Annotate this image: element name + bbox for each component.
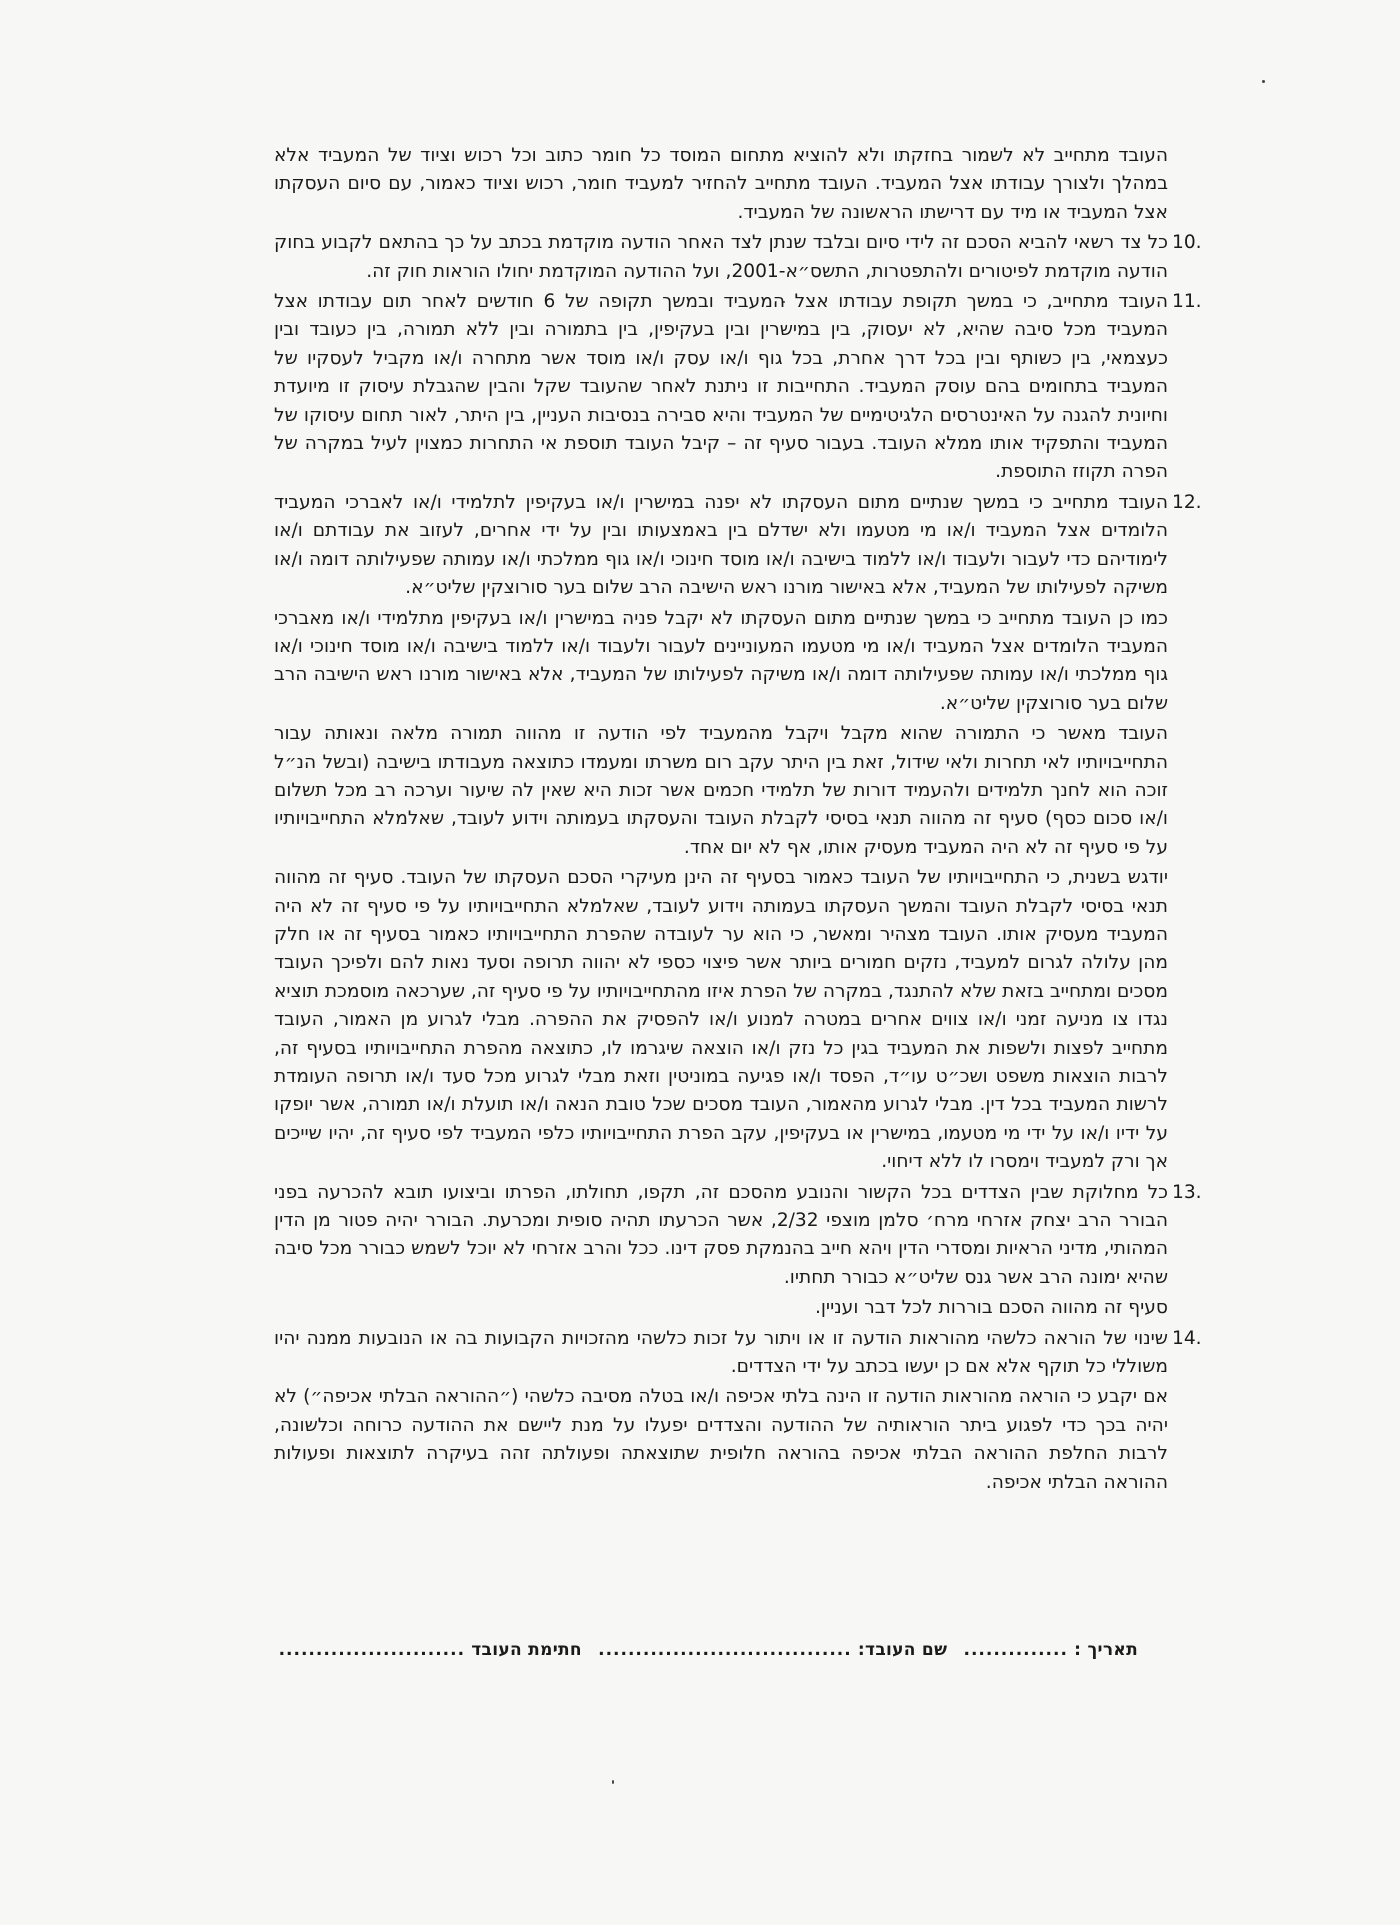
clause-paragraph: כמו כן העובד מתחייב כי במשך שנתיים מתום העסקתו לא יקבל פניה במישרין ו/או בעקיפין מתלמידי ו/או מאברכי המעביד הלומדים אצל המעביד ו/או מי מטעמו המעוניינים לעבור ולעבוד ו/או ללמוד בישיבה ו/או מוסד חינוכי ו/או גוף ממלכתי ו/או עמותה שפעילותה דומה ו/או משיקה לפעילותו של המעביד, אלא באישור מורנו ראש הישיבה הרב שלום בער סורוצקין שליט״א.	[274, 607, 1168, 714]
document-body	[274, 142, 1202, 1497]
clause-paragraph: יודגש בשנית, כי התחייבויותיו של העובד כאמור בסעיף זה הינן מעיקרי הסכם העסקתו של העובד. סעיף זה מהווה תנאי בסיסי לקבלת העובד והמשך העסקתו בעמותה וידוע לעובד, שאלמלא התחייבויותיו על פי סעיף זה לא היה המעביד מעסיק אותו. העובד מצהיר ומאשר, כי הוא ער לעובדה שהפרת התחייבויותיו כאמור בסעיף זה או חלק מהן עלולה לגרום למעביד, נזקים חמורים ביותר אשר פיצוי כספי לא יהווה תרופה וסעד נאות להם ולפיכך העובד מסכים ומתחייב בזאת שלא להתנגד, במקרה של הפרת איזו מהתחייבויותיו על פי סעיף זה, שערכאה מוסמכת תוציא נגדו צו מניעה זמני ו/או צווים אחרים במטרה למנוע ו/או להפסיק את ההפרה. מבלי לגרוע מן האמור, העובד מתחייב לפצות ולשפות את המעביד בגין כל נזק ו/או הוצאה שיגרמו לו, כתוצאה מהפרת התחייבויותיו בסעיף זה, לרבות הוצאות משפט ושכ״ט עו״ד, הפסד ו/או פגיעה במוניטין וזאת מבלי לגרוע מכל סעד ו/או תרופה העומדת לרשות המעביד בכל דין. מבלי לגרוע מהאמור, העובד מסכים שכל טובת הנאה ו/או תועלת ו/או תמורה, אשר יופקו על ידיו ו/או על ידי מי מטעמו, במישרין או בעקיפין, עקב הפרת התחייבויותיו כלפי המעביד לפי סעיף זה, יהיו שייכים אך ורק למעביד וימסרו לו ללא דיחוי.	[274, 867, 1168, 1173]
clause-number: 11.	[1172, 291, 1202, 313]
continuation-paragraph: העובד מתחייב לא לשמור בחזקתו ולא להוציא מתחום המוסד כל חומר כתוב וכל רכוש וציוד של המעביד אלא במהלך ולצורך עבודתו אצל המעביד. העובד מתחייב להחזיר למעביד חומר, רכוש וציוד כאמור, עם סיום העסקתו אצל המעביד או מיד עם דרישתו הראשונה של המעביד.	[274, 145, 1168, 223]
clause-number: 10.	[1172, 232, 1202, 254]
clause-number: 12.	[1172, 491, 1202, 513]
clause-paragraph: העובד מאשר כי התמורה שהוא מקבל ויקבל מהמעביד לפי הודעה זו מהווה תמורה מלאה ונאותה עבור התחייבויותיו לאי תחרות ולאי שידול, זאת בין היתר עקב רום משרתו ומעמדו כתוצאה מעבודתו בישיבה (ובשל הנ״ל זוכה הוא לחנך תלמידים ולהעמיד דורות של תלמידי חכמים אשר זכות היא שאין לה שיעור וערכה רב מכל תשלום ו/או סכום כסף) סעיף זה מהווה תנאי בסיסי לקבלת העובד והעסקתו בעמותה וידוע לעובד, שאלמלא התחייבויותיו על פי סעיף זה לא היה המעביד מעסיק אותו, אף לא יום אחד.	[274, 723, 1168, 858]
date-blank: ..............	[963, 1640, 1068, 1660]
clause-paragraph: כל מחלוקת שבין הצדדים בכל הקשור והנובע מהסכם זה, תקפו, תחולתו, הפרתו וביצועו תובא להכרעה בפני הבורר הרב יצחק אזרחי מרח׳ סלמן מוצפי 2/32, אשר הכרעתו תהיה סופית ומכרעת. הבורר יהיה פטור מן הדין המהותי, מדיני הראיות ומסדרי הדין ויהא חייב בהנמקת פסק דינו. ככל והרב אזרחי לא יוכל לשמש כבורר מכל סיבה שהיא ימונה הרב אשר גנס שליט״א כבורר תחתיו.	[274, 1181, 1168, 1288]
clause-paragraph: סעיף זה מהווה הסכם בוררות לכל דבר ועניין.	[814, 1297, 1168, 1319]
clause-13	[274, 1179, 1202, 1323]
scan-speck	[612, 1780, 614, 1784]
date-field[interactable]	[957, 1640, 1138, 1660]
signature-line	[238, 1640, 1138, 1660]
clause-paragraph: שינוי של הוראה כלשהי מהוראות הודעה זו או ויתור על זכות כלשהי מהזכויות הקבועות בה או הנובעות ממנה יהיו משוללי כל תוקף אלא אם כן יעשו בכתב על ידי הצדדים.	[274, 1327, 1168, 1378]
scan-speck	[1262, 80, 1265, 83]
clause-paragraph: אם יקבע כי הוראה מהוראות הודעה זו הינה בלתי אכיפה ו/או בטלה מסיבה כלשהי (״ההוראה הבלתי אכיפה״) לא יהיה בכך כדי לפגוע ביתר הוראותיה של ההודעה והצדדים יפעלו על מנת ליישם את ההודעה כרוחה וכלשונה, לרבות החלפת ההוראה הבלתי אכיפה בהוראה חלופית שתוצאתה ופעולתה זהה בעיקרה לתוצאות ופעולות ההוראה הבלתי אכיפה.	[274, 1386, 1168, 1493]
employee-signature-field[interactable]	[279, 1640, 582, 1660]
clause-number: 14.	[1172, 1327, 1202, 1349]
clause-12	[274, 489, 1202, 1177]
employee-signature-label: חתימת העובד	[471, 1640, 582, 1660]
clause-14	[274, 1325, 1202, 1497]
employee-name-field[interactable]	[592, 1640, 947, 1660]
clause-paragraph: העובד מתחייב כי במשך שנתיים מתום העסקתו לא יפנה במישרין ו/או בעקיפין לתלמידי ו/או לאברכי המעביד הלומדים אצל המעביד ו/או מי מטעמו ולא ישדלם בין באמצעותו ובין על ידי אחרים, לעזוב את עבודתם ו/או לימודיהם כדי לעבור ולעבוד ו/או ללמוד בישיבה ו/או מוסד חינוכי ו/או גוף ממלכתי ו/או עמותה שפעילותה דומה ו/או משיקה לפעילותו של המעביד, אלא באישור מורנו ראש הישיבה הרב שלום בער סורוצקין שליט״א.	[274, 491, 1168, 599]
employee-name-label: שם העובד:	[857, 1640, 948, 1660]
clause-10	[274, 229, 1202, 286]
clause-11	[274, 288, 1202, 487]
clause-paragraph: כל צד רשאי להביא הסכם זה לידי סיום ובלבד שנתן לצד האחר הודעה מוקדמת בכתב על כך בהתאם לקבוע בחוק הודעה מוקדמת לפיטורים ולהתפטרות, התשס״א-2001, ועל ההודעה המוקדמת יחולו הוראות חוק זה.	[274, 232, 1168, 282]
clause-number: 13.	[1172, 1181, 1202, 1203]
date-label: תאריך :	[1074, 1640, 1138, 1660]
clause-paragraph: העובד מתחייב, כי במשך תקופת עבודתו אצל המעביד ובמשך תקופה של 6 חודשים לאחר תום עבודתו אצל המעביד מכל סיבה שהיא, לא יעסוק, בין במישרין ובין בעקיפין, בין בתמורה ובין ללא תמורה, בין כעובד ובין כעצמאי, בין כשותף ובין בכל דרך אחרת, בכל גוף ו/או עסק ו/או מוסד אשר מתחרה ו/או מקביל לעסקיו של המעביד בתחומים בהם עוסק המעביד. התחייבות זו ניתנת לאחר שהעובד שקל והבין שהגבלת עיסוק זו מיועדת וחיונית להגנה על האינטרסים הלגיטימיים של המעביד והיא סבירה בנסיבות העניין, בין היתר, לאור תחום עיסוקו של המעביד והתפקיד אותו ממלא העובד. בעבור סעיף זה – קיבל העובד תוספת אי התחרות כמצוין לעיל במקרה של הפרה תקוזז התוספת.	[274, 291, 1168, 483]
employee-signature-blank: .........................	[278, 1640, 466, 1660]
employee-name-blank: ..................................	[598, 1640, 852, 1660]
